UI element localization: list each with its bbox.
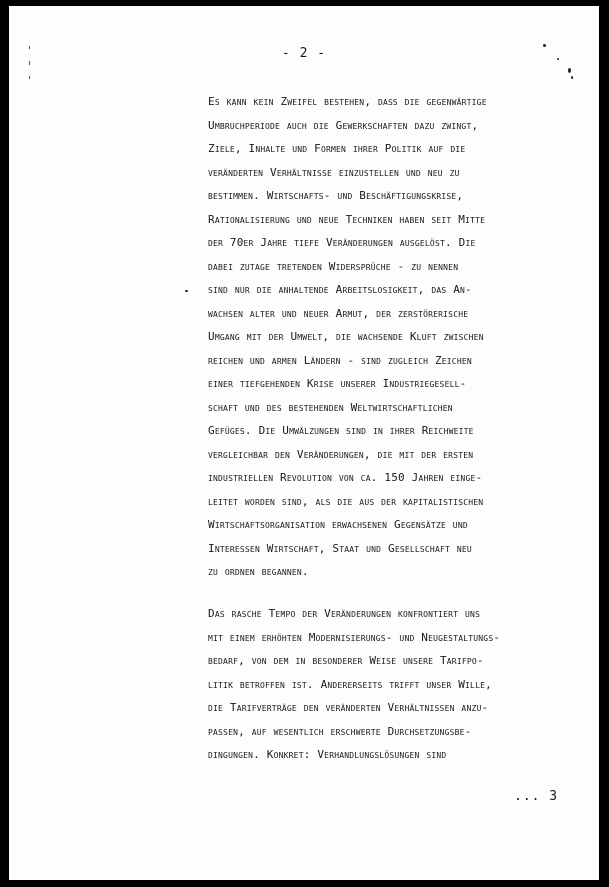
paragraph bbox=[208, 602, 500, 767]
text-line: dabei zutage tretenden Widersprüche - zu nennen bbox=[208, 259, 459, 273]
text-line: mit einem erhöhten Modernisierungs- und Neugestaltungs- bbox=[208, 630, 501, 644]
text-line: bestimmen. Wirtschafts- und Beschäftigungskrise, bbox=[208, 189, 464, 202]
text-line: sind nur die anhaltende Arbeitslosigkeit, das An- bbox=[208, 283, 472, 296]
text-line: industriellen Revolution von ca. 150 Jahren einge- bbox=[208, 471, 483, 484]
text-line: der 70er Jahre tiefe Veränderungen ausgelöst. Die bbox=[208, 236, 476, 249]
text-line: einer tiefgehenden Krise unserer Industriegesell- bbox=[208, 377, 467, 390]
binding-mark bbox=[29, 76, 30, 79]
text-line: wachsen alter und neuer Armut, der zerstörerische bbox=[208, 306, 469, 320]
text-line: Rationalisierung und neue Techniken haben seit Mitte bbox=[208, 212, 486, 226]
text-line: vergleichbar den Veränderungen, die mit der ersten bbox=[208, 447, 474, 461]
text-line: Gefüges. Die Umwälzungen sind in ihrer Reichweite bbox=[208, 424, 474, 437]
text-line: die Tarifverträge den veränderten Verhältnissen anzu- bbox=[208, 701, 489, 714]
text-line: Umbruchperiode auch die Gewerkschaften dazu zwingt, bbox=[208, 118, 479, 132]
page-number: - 2 - bbox=[281, 46, 327, 61]
text-line: zu ordnen begannen. bbox=[208, 565, 309, 578]
text-line: leitet worden sind, als die aus der kapitalistischen bbox=[208, 494, 484, 508]
text-line: Umgang mit der Umwelt, die wachsende Kluft zwischen bbox=[208, 330, 484, 343]
document-page bbox=[9, 6, 599, 880]
continuation-marker: ... 3 bbox=[514, 789, 559, 804]
binding-mark bbox=[29, 61, 30, 65]
text-line: bedarf, von dem in besonderer Weise unsere Tarifpo- bbox=[208, 654, 484, 667]
text-line: schaft und des bestehenden Weltwirtschaftlichen bbox=[208, 400, 453, 414]
text-line: Das rasche Tempo der Veränderungen konfrontiert uns bbox=[208, 607, 481, 620]
text-line: Wirtschaftsorganisation erwachsenen Gegensätze und bbox=[208, 518, 468, 531]
text-line: Ziele, Inhalte und Formen ihrer Politik auf die bbox=[208, 142, 466, 155]
text-line: passen, auf wesentlich erschwerte Durchsetzungsbe- bbox=[208, 724, 472, 738]
text-line: Es kann kein Zweifel bestehen, daß die gegenwärtige bbox=[208, 95, 487, 108]
text-line: litik betroffen ist. Andererseits trifft unser Wille, bbox=[208, 677, 492, 691]
scan-speck bbox=[571, 76, 573, 79]
text-line: reichen und armen Ländern - sind zugleich Zeichen bbox=[208, 353, 472, 367]
paragraph bbox=[208, 90, 487, 584]
text-line: dingungen. Konkret: Verhandlungslösungen sind bbox=[208, 748, 447, 761]
scan-speck bbox=[185, 290, 188, 292]
scan-speck bbox=[568, 68, 571, 73]
text-line: Interessen Wirtschaft, Staat und Gesellschaft neu bbox=[208, 541, 472, 555]
text-line: veränderten Verhältnisse einzustellen und neu zu bbox=[208, 165, 460, 179]
